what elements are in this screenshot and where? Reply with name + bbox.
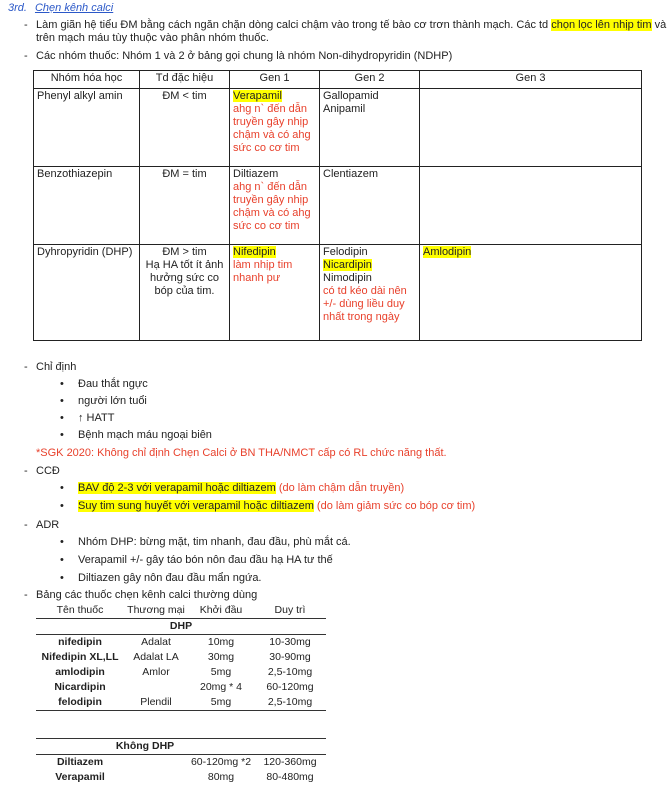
table-row [34,245,642,341]
section-title: Chẹn kênh calci [34,2,114,14]
table-row: nifedipin Adalat 10mg 10-30mg [58,636,311,648]
cell-gen3 [420,167,642,245]
header-gen1: Gen 1 [230,71,320,89]
cell-group: Benzothiazepin [34,167,140,245]
dhp-label: DHP [169,620,193,632]
drug-amlodipin: Amlodipin [423,246,472,258]
highlight-heart-selective: chọn lọc lên nhịp tim [551,19,652,31]
drug-note: ahg n` đến dẫn truyền gây nhịp chậm và có ahg sức co cơ tim [233,181,311,232]
cell-group: Phenyl alkyl amin [34,89,140,167]
list-item: BAV độ 2-3 với verapamil hoặc diltiazem (do làm chậm dẫn truyền) [78,482,405,494]
dash-bullet: - [24,361,28,373]
section-number: 3rd. [8,2,27,14]
dash-bullet: - [24,19,28,31]
drugs-heading: Bảng các thuốc chẹn kênh calci thường dùng [36,589,258,601]
header-group: Nhóm hóa học [34,71,140,89]
common-drugs-table [36,603,326,711]
cell-gen3 [420,245,642,341]
adr-heading: ADR [36,519,60,531]
dash-bullet: - [24,589,28,601]
non-dhp-label: Không DHP [115,740,175,752]
cell-gen2: Felodipin Nicardipin Nimodipin có td kéo dài nên +/- dùng liều duy nhất trong ngày [320,245,420,341]
drug-group-table [33,70,642,341]
drug-verapamil: Verapamil [233,90,282,102]
cell-effect: ĐM < tim [140,89,230,167]
table-row: Verapamil 80mg 80-480mg [55,771,314,783]
cell-gen2: Clentiazem [320,167,420,245]
cell-gen2: Gallopamid Anipamil [320,89,420,167]
table-row [34,89,642,167]
drug-note: có td kéo dài nên +/- dùng liều duy nhất trong ngày [323,285,407,323]
table-row: Nicardipin 20mg * 4 60-120mg [54,681,314,693]
groups-line: Các nhóm thuốc: Nhóm 1 và 2 ở bảng gọi chung là nhóm Non-dihydropyridin (NDHP) [36,50,453,62]
table-row [34,167,642,245]
list-item: Đau thắt ngực [78,378,148,390]
list-item: Suy tim sung huyết với verapamil hoặc diltiazem (do làm giảm sức co bóp cơ tim) [78,500,476,512]
list-item: ↑ HATT [78,412,115,424]
cell-gen3 [420,89,642,167]
list-item: người lớn tuổi [78,395,147,407]
section-heading [8,2,113,14]
table-row: Nifedipin XL,LL Adalat LA 30mg 30-90mg [41,651,311,663]
cell-gen1 [230,167,320,245]
table-row: amlodipin Amlor 5mg 2,5-10mg [55,666,313,678]
indications-heading: Chỉ định [36,361,77,373]
cell-effect: ĐM = tim [140,167,230,245]
cell-gen1 [230,245,320,341]
contra-heading: CCĐ [36,465,60,477]
cell-effect: ĐM > tim Hạ HA tốt ít ảnh hưởng sức co bóp của tim. [140,245,230,341]
cell-gen1 [230,89,320,167]
drug-nifedipin: Nifedipin [233,246,276,258]
non-dhp-table [36,738,326,785]
cell-group: Dyhropyridin (DHP) [34,245,140,341]
header-gen2: Gen 2 [320,71,420,89]
list-item: Diltiazen gây nôn đau đầu mẩn ngứa. [78,572,262,584]
intro-paragraph: Làm giãn hệ tiểu ĐM bằng cách ngăn chặn dòng calci chậm vào trong tế bào cơ trơn thành mạch. Các td chọn lọc lên nhịp tim và trên mạch máu tùy thuộc vào phân nhóm thuốc. [36,19,667,44]
sgk-note: *SGK 2020: Không chỉ định Chẹn Calci ở BN THA/NMCT cấp có RL chức năng thất. [36,447,447,459]
table-header-row [34,71,642,89]
dash-bullet: - [24,50,28,62]
drug-note: ahg n` đến dẫn truyền gây nhịp chậm và có ahg sức co cơ tim [233,103,311,154]
drug-diltiazem: Diltiazem [233,168,279,180]
drug-nicardipin: Nicardipin [323,259,372,271]
header-effect: Td đặc hiệu [140,71,230,89]
table-row: felodipin Plendil 5mg 2,5-10mg [58,696,313,708]
dash-bullet: - [24,519,28,531]
list-item: Nhóm DHP: bừng mặt, tim nhanh, đau đầu, phù mắt cá. [78,536,351,548]
list-item: Verapamil +/- gây táo bón nôn đau đầu hạ HA tư thế [78,554,333,566]
table-row: Diltiazem 60-120mg *2 120-360mg [56,756,317,768]
drug-note: làm nhịp tim nhanh pư [233,259,293,284]
header-gen3: Gen 3 [420,71,642,89]
dash-bullet: - [24,465,28,477]
drug-table-header: Tên thuốc Thương mại Khởi đầu Duy trì [56,604,306,616]
list-item: Bệnh mạch máu ngoại biên [78,429,212,441]
